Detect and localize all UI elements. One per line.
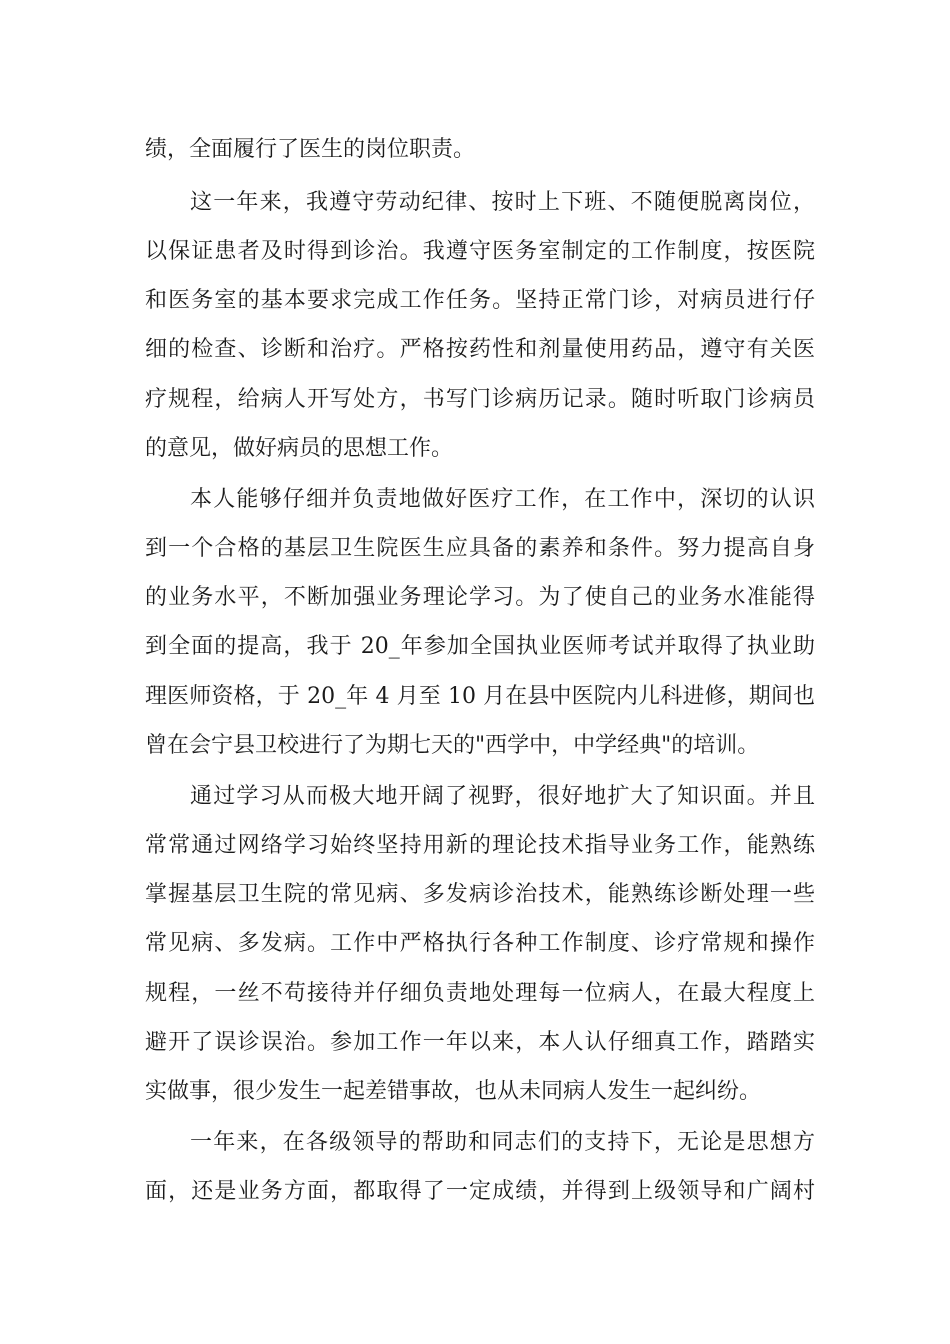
paragraph-line: 通过学习从而极大地开阔了视野，很好地扩大了知识面。并且 [190, 784, 815, 809]
paragraph-line: 理医师资格，于 20_年 4 月至 10 月在县中医院内儿科进修，期间也 [145, 684, 815, 709]
paragraph-line: 细的检查、诊断和治疗。严格按药性和剂量使用药品，遵守有关医 [145, 337, 815, 362]
paragraph-line: 避开了误诊误治。参加工作一年以来，本人认仔细真工作，踏踏实 [145, 1030, 815, 1055]
paragraph-line: 常常通过网络学习始终坚持用新的理论技术指导业务工作，能熟练 [145, 833, 815, 858]
paragraph-line: 实做事，很少发生一起差错事故，也从未同病人发生一起纠纷。 [145, 1079, 762, 1104]
paragraph-line: 和医务室的基本要求完成工作任务。坚持正常门诊，对病员进行仔 [145, 288, 815, 313]
paragraph-line: 本人能够仔细并负责地做好医疗工作，在工作中，深切的认识 [190, 487, 815, 512]
paragraph-line: 常见病、多发病。工作中严格执行各种工作制度、诊疗常规和操作 [145, 931, 815, 956]
paragraph-line: 到一个合格的基层卫生院医生应具备的素养和条件。努力提高自身 [145, 536, 815, 561]
paragraph-line: 规程，一丝不苟接待并仔细负责地处理每一位病人，在最大程度上 [145, 981, 815, 1006]
paragraph-line: 掌握基层卫生院的常见病、多发病诊治技术，能熟练诊断处理一些 [145, 882, 815, 907]
paragraph-line: 面，还是业务方面，都取得了一定成绩，并得到上级领导和广阔村 [145, 1179, 815, 1204]
paragraph-line: 绩，全面履行了医生的岗位职责。 [145, 137, 476, 162]
paragraph-line: 一年来，在各级领导的帮助和同志们的支持下，无论是思想方 [190, 1130, 815, 1155]
paragraph-line: 疗规程，给病人开写处方，书写门诊病历记录。随时听取门诊病员 [145, 387, 815, 412]
paragraph-line: 到全面的提高，我于 20_年参加全国执业医师考试并取得了执业助 [145, 634, 815, 659]
paragraph-line: 这一年来，我遵守劳动纪律、按时上下班、不随便脱离岗位， [190, 190, 815, 215]
paragraph-line: 曾在会宁县卫校进行了为期七天的"西学中，中学经典"的培训。 [145, 733, 760, 758]
paragraph-line: 的意见，做好病员的思想工作。 [145, 436, 454, 461]
paragraph-line: 的业务水平，不断加强业务理论学习。为了使自己的业务水准能得 [145, 585, 815, 610]
paragraph-line: 以保证患者及时得到诊治。我遵守医务室制定的工作制度，按医院 [145, 239, 815, 264]
